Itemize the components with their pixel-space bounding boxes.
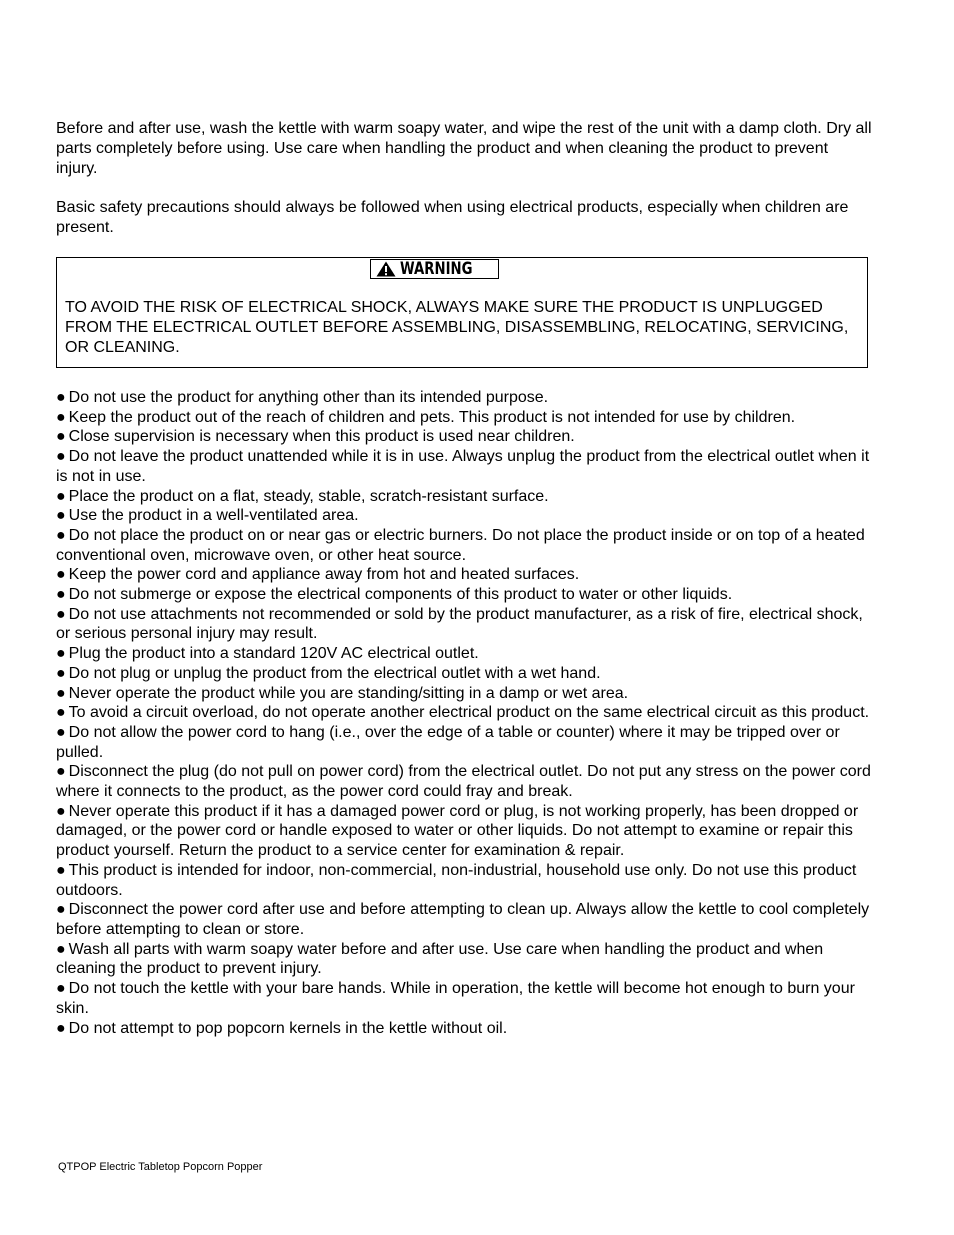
list-item-text: Disconnect the power cord after use and before attempting to clean up. Always allow the kettle to cool completely before attempting to clean or store. <box>56 901 870 938</box>
intro-paragraph-cleaning: Before and after use, wash the kettle with warm soapy water, and wipe the rest of the unit with a damp cloth. Dry all parts completely before using. Use care when handling the product and when cleaning the product to prevent injury. <box>56 120 872 177</box>
list-item <box>56 1019 872 1039</box>
bullet-icon: ● <box>56 802 66 820</box>
bullet-icon: ● <box>56 487 66 505</box>
bullet-icon: ● <box>56 940 66 958</box>
footer-product-name: QTPOP Electric Tabletop Popcorn Popper <box>58 1161 263 1173</box>
list-item-text: Do not attempt to pop popcorn kernels in the kettle without oil. <box>68 1019 508 1037</box>
bullet-icon: ● <box>56 586 66 604</box>
bullet-icon: ● <box>56 507 66 525</box>
list-item <box>56 388 872 408</box>
list-item-text: Do not use attachments not recommended or sold by the product manufacturer, as a risk of fire, electrical shock, or serious personal injury may result. <box>56 605 863 643</box>
list-item-text: Disconnect the plug (do not pull on power cord) from the electrical outlet. Do not put any stress on the power cord where it connects to the product, as the power cord could fray and break. <box>56 763 871 801</box>
list-item <box>56 940 872 979</box>
warning-triangle-icon <box>376 261 396 277</box>
bullet-icon: ● <box>56 980 66 998</box>
bullet-icon: ● <box>56 704 66 722</box>
list-item-text: Do not place the product on or near gas or electric burners. Do not place the product inside or on top of a heated conventional oven, microwave oven, or other heat source. <box>56 526 865 564</box>
bullet-icon: ● <box>56 684 66 702</box>
list-item-text: Keep the power cord and appliance away from hot and heated surfaces. <box>68 566 580 584</box>
list-item <box>56 723 872 762</box>
warning-box <box>56 257 868 368</box>
list-item-text: To avoid a circuit overload, do not operate another electrical product on the same electrical circuit as this product. <box>68 704 870 722</box>
list-item <box>56 447 872 486</box>
list-item-text: Do not leave the product unattended while it is in use. Always unplug the product from the electrical outlet when it is not in use. <box>56 448 870 485</box>
list-item <box>56 427 872 447</box>
list-item <box>56 506 872 526</box>
list-item-text: Do not use the product for anything other than its intended purpose. <box>68 389 549 406</box>
list-item-text: Never operate the product while you are standing/sitting in a damp or wet area. <box>68 684 629 702</box>
bullet-icon: ● <box>56 448 66 466</box>
list-item <box>56 900 872 939</box>
bullet-icon: ● <box>56 408 66 426</box>
list-item <box>56 487 872 507</box>
bullet-icon: ● <box>56 861 66 879</box>
bullet-icon: ● <box>56 526 66 544</box>
bullet-icon: ● <box>56 645 66 663</box>
list-item-text: Wash all parts with warm soapy water before and after use. Use care when handling the product and when cleaning the product to prevent injury. <box>56 940 824 978</box>
bullet-icon: ● <box>56 763 66 781</box>
bullet-icon: ● <box>56 428 66 446</box>
warning-label-text: WARNING <box>400 259 473 279</box>
list-item-text: Do not allow the power cord to hang (i.e., over the edge of a table or counter) where it may be tripped over or pulled. <box>56 723 840 761</box>
bullet-icon: ● <box>56 901 66 919</box>
bullet-icon: ● <box>56 723 66 741</box>
safety-precautions-list <box>56 388 872 1038</box>
bullet-icon: ● <box>56 605 66 623</box>
bullet-icon: ● <box>56 664 66 682</box>
warning-text: TO AVOID THE RISK OF ELECTRICAL SHOCK, ALWAYS MAKE SURE THE PRODUCT IS UNPLUGGED FROM THE ELECTRICAL OUTLET BEFORE ASSEMBLING, DISASSEMBLING, RELOCATING, SERVICING, OR CLEANING. <box>65 299 849 356</box>
list-item <box>56 861 872 900</box>
list-item <box>56 664 872 684</box>
intro-paragraph-safety: Basic safety precautions should always be followed when using electrical products, especially when children are present. <box>56 199 849 236</box>
list-item <box>56 703 872 723</box>
list-item-text: This product is intended for indoor, non-commercial, non-industrial, household use only. Do not use this product outdoors. <box>56 861 857 899</box>
list-item <box>56 585 872 605</box>
list-item <box>56 979 872 1018</box>
list-item <box>56 762 872 801</box>
list-item-text: Do not submerge or expose the electrical components of this product to water or other liquids. <box>68 586 733 604</box>
bullet-icon: ● <box>56 389 66 406</box>
bullet-icon: ● <box>56 1019 66 1037</box>
list-item-text: Never operate this product if it has a damaged power cord or plug, is not working properly, has been dropped or damaged, or the power cord or handle exposed to water or other liquids. Do not attempt to examine or repair this product yourself. Return the product to a service center for examination & repair. <box>56 802 859 860</box>
list-item <box>56 565 872 585</box>
list-item-text: Close supervision is necessary when this product is used near children. <box>68 428 575 446</box>
list-item <box>56 526 872 565</box>
list-item-text: Do not plug or unplug the product from the electrical outlet with a wet hand. <box>68 664 601 682</box>
list-item-text: Keep the product out of the reach of children and pets. This product is not intended for use by children. <box>68 408 796 426</box>
list-item-text: Place the product on a flat, steady, stable, scratch-resistant surface. <box>68 487 549 505</box>
list-item <box>56 802 872 861</box>
list-item <box>56 644 872 664</box>
list-item <box>56 684 872 704</box>
page-content <box>56 119 872 1054</box>
list-item-text: Plug the product into a standard 120V AC electrical outlet. <box>68 645 479 663</box>
list-item-text: Use the product in a well-ventilated area. <box>68 507 359 525</box>
bullet-icon: ● <box>56 566 66 584</box>
list-item <box>56 605 872 644</box>
list-item-text: Do not touch the kettle with your bare hands. While in operation, the kettle will become hot enough to burn your skin. <box>56 980 855 1017</box>
list-item <box>56 408 872 428</box>
warning-label <box>370 259 499 279</box>
